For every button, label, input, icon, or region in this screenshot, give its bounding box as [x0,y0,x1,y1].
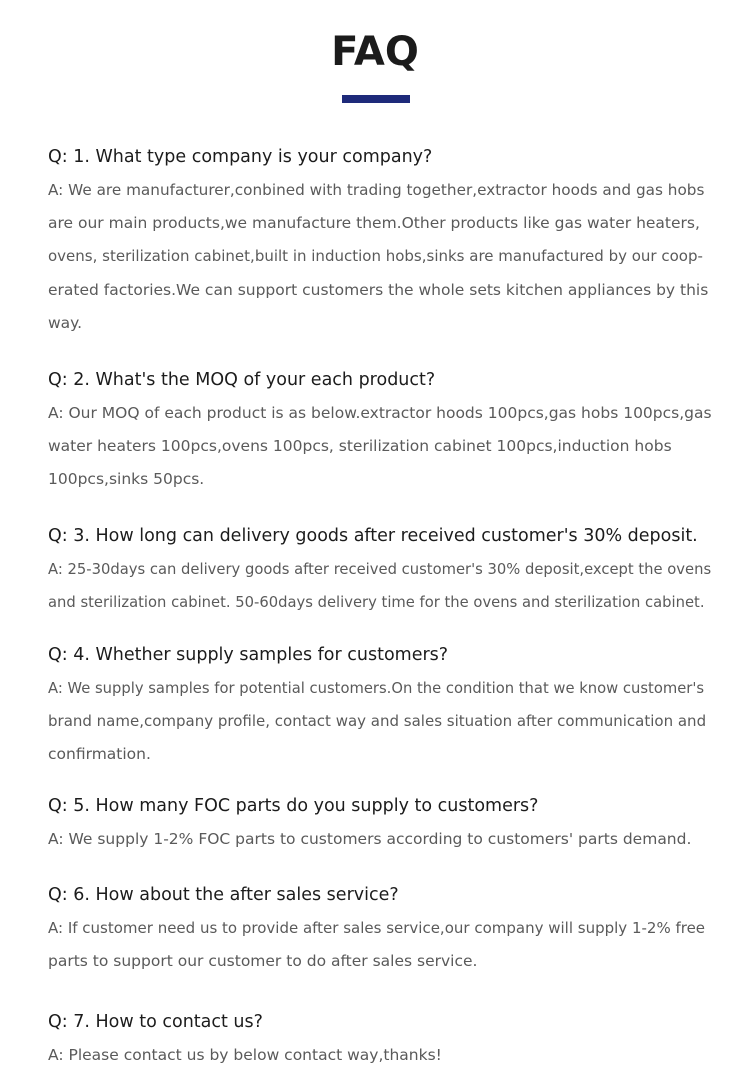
faq-answer [48,672,712,772]
faq-answer [48,553,712,619]
faq-answer [48,912,712,978]
answer-line: and sterilization cabinet. 50-60days delivery time for the ovens and sterilization cabinet. [48,594,705,612]
title-underline [342,95,410,103]
answer-line: A: If customer need us to provide after sales service,our company will supply 1-2% free [48,919,706,937]
faq-item-4 [48,641,712,772]
faq-question: Q: 3. How long can delivery goods after received customer's 30% deposit. [48,526,698,546]
answer-line: parts to support our customer to do after sales service. [48,952,478,971]
faq-item-3 [48,522,712,619]
faq-question: Q: 6. How about the after sales service? [48,885,399,905]
answer-line: confirmation. [48,745,151,764]
faq-answer [48,174,712,340]
faq-question: Q: 2. What's the MOQ of your each product? [48,370,436,390]
answer-line: way. [48,313,83,332]
faq-item-2 [48,366,712,497]
answer-line: water heaters 100pcs,ovens 100pcs, sterilization cabinet 100pcs,induction hobs [48,437,672,456]
answer-line: brand name,company profile, contact way and sales situation after communication and [48,712,707,731]
answer-line: A: We supply samples for potential customers.On the condition that we know customer's [48,680,705,697]
answer-line: ovens, sterilization cabinet,built in induction hobs,sinks are manufactured by our coop- [48,247,703,266]
faq-item-1 [48,143,712,340]
faq-question: Q: 7. How to contact us? [48,1012,263,1032]
answer-line: A: Please contact us by below contact way,thanks! [48,1046,442,1064]
faq-question: Q: 5. How many FOC parts do you supply to customers? [48,796,539,816]
faq-answer [48,823,712,856]
faq-question: Q: 4. Whether supply samples for customers? [48,645,449,665]
answer-line: A: Our MOQ of each product is as below.extractor hoods 100pcs,gas hobs 100pcs,gas [48,404,712,422]
faq-item-6 [48,881,712,978]
answer-line: erated factories.We can support customers the whole sets kitchen appliances by this [48,280,709,299]
answer-line: A: We are manufacturer,conbined with trading together,extractor hoods and gas hobs [48,181,705,199]
faq-item-7 [48,1008,712,1072]
faq-answer [48,397,712,497]
answer-line: A: 25-30days can delivery goods after received customer's 30% deposit,except the ovens [48,561,712,578]
faq-question: Q: 1. What type company is your company? [48,147,433,167]
faq-answer [48,1039,712,1072]
faq-item-5 [48,792,712,856]
page-title: FAQ [331,29,419,75]
answer-line: A: We supply 1-2% FOC parts to customers according to customers' parts demand. [48,830,692,848]
answer-line: 100pcs,sinks 50pcs. [48,470,205,489]
answer-line: are our main products,we manufacture them.Other products like gas water heaters, [48,214,700,233]
